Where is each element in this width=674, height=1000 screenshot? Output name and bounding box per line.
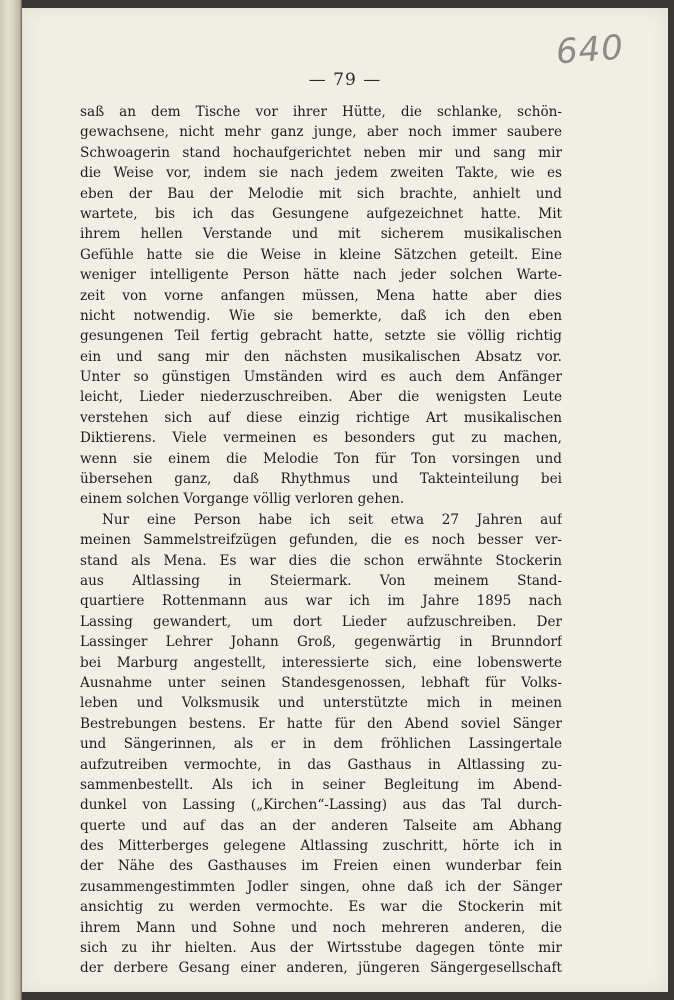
text-line: ein und sang mir den nächsten musikalischen Absatz vor. [80, 348, 562, 365]
text-line: der Nähe des Gasthauses im Freien einen wunderbar fein [80, 858, 562, 875]
text-line: weniger intelligente Person hätte nach jeder solchen Warte- [80, 267, 562, 284]
text-line: meinen Sammelstreifzügen gefunden, die es noch besser ver- [80, 532, 562, 549]
text-line: einem solchen Vorgange völlig verloren gehen. [80, 491, 405, 508]
text-line: gesungenen Teil fertig gebracht hatte, setzte sie völlig richtig [80, 328, 562, 345]
text-line: ihrem hellen Verstande und mit sicherem musikalischen [80, 226, 562, 243]
text-line: der derbere Gesang einer anderen, jüngeren Sängergesellschaft [80, 960, 562, 977]
text-line: bei Marburg angestellt, interessierte sich, eine lobenswerte [80, 654, 562, 671]
text-line: und Sängerinnen, als er in dem fröhlichen Lassingertale [80, 736, 562, 753]
text-line: eben der Bau der Melodie mit sich brachte, anhielt und [80, 185, 562, 202]
text-line: zusammengestimmten Jodler singen, ohne daß ich der Sänger [80, 878, 562, 895]
text-line: quartiere Rottenmann aus war ich im Jahre 1895 nach [80, 593, 562, 610]
text-line: dunkel von Lassing („Kirchen“-Lassing) aus das Tal durch- [80, 797, 562, 814]
text-line: stand als Mena. Es war dies die schon erwähnte Stockerin [80, 552, 562, 569]
text-line: leicht, Lieder niederzuschreiben. Aber die wenigsten Leute [80, 389, 562, 406]
text-line: Diktierens. Viele vermeinen es besonders gut zu machen, [80, 430, 562, 447]
text-line: Lassing gewandert, um dort Lieder aufzuschreiben. Der [80, 613, 562, 630]
book-gutter [0, 0, 22, 1000]
text-line: wartete, bis ich das Gesungene aufgezeichnet hatte. Mit [80, 205, 562, 222]
text-line: zeit von vorne anfangen müssen, Mena hatte aber dies [80, 287, 562, 304]
text-line: saß an dem Tische vor ihrer Hütte, die schlanke, schön- [80, 104, 562, 120]
text-line: ansichtig zu werden vermochte. Es war die Stockerin mit [80, 899, 562, 916]
text-line: wenn sie einem die Melodie Ton für Ton vorsingen und [80, 450, 562, 467]
text-line: Lassinger Lehrer Johann Groß, gegenwärtig in Brunndorf [80, 634, 562, 651]
pencil-annotation: 640 [554, 27, 626, 73]
text-line: sammenbestellt. Als ich in seiner Begleitung im Abend- [80, 776, 562, 793]
text-line: ihrem Mann und Sohne und noch mehreren anderen, die [80, 919, 562, 936]
text-line: des Mitterberges gelegene Altlassing zuschritt, hörte ich in [80, 838, 562, 855]
page-number: — 79 — [308, 70, 382, 90]
text-line: querte und auf das an der anderen Talseite am Abhang [80, 817, 562, 834]
text-line: Unter so günstigen Umständen wird es auch dem Anfänger [80, 369, 562, 386]
text-line: verstehen sich auf diese einzig richtige Art musikalischen [80, 409, 562, 426]
text-line: aufzutreiben vermochte, in das Gasthaus in Altlassing zu- [80, 756, 562, 773]
text-line: Bestrebungen bestens. Er hatte für den Abend soviel Sänger [80, 715, 562, 732]
text-line: Schwoagerin stand hochaufgerichtet neben mir und sang mir [80, 144, 562, 161]
text-line: nicht notwendig. Wie sie bemerkte, daß ich den eben [80, 307, 562, 324]
text-line: gewachsene, nicht mehr ganz junge, aber noch immer saubere [80, 124, 562, 141]
text-line: die Weise vor, indem sie nach jedem zweiten Takte, wie es [80, 165, 562, 182]
book-page [22, 8, 668, 992]
text-line: Nur eine Person habe ich seit etwa 27 Jahren auf [102, 511, 562, 528]
text-line: leben und Volksmusik und unterstützte mich in meinen [80, 695, 562, 712]
text-line: aus Altlassing in Steiermark. Von meinem Stand- [80, 572, 562, 589]
text-line: sich zu ihr hielten. Aus der Wirtsstube dagegen tönte mir [80, 940, 562, 957]
text-line: Ausnahme unter seinen Standesgenossen, lebhaft für Volks- [80, 674, 562, 691]
body-text [80, 102, 562, 979]
text-line: Gefühle hatte sie die Weise in kleine Sätzchen geteilt. Eine [80, 246, 562, 263]
text-line: übersehen ganz, daß Rhythmus und Takteinteilung bei [80, 471, 562, 488]
